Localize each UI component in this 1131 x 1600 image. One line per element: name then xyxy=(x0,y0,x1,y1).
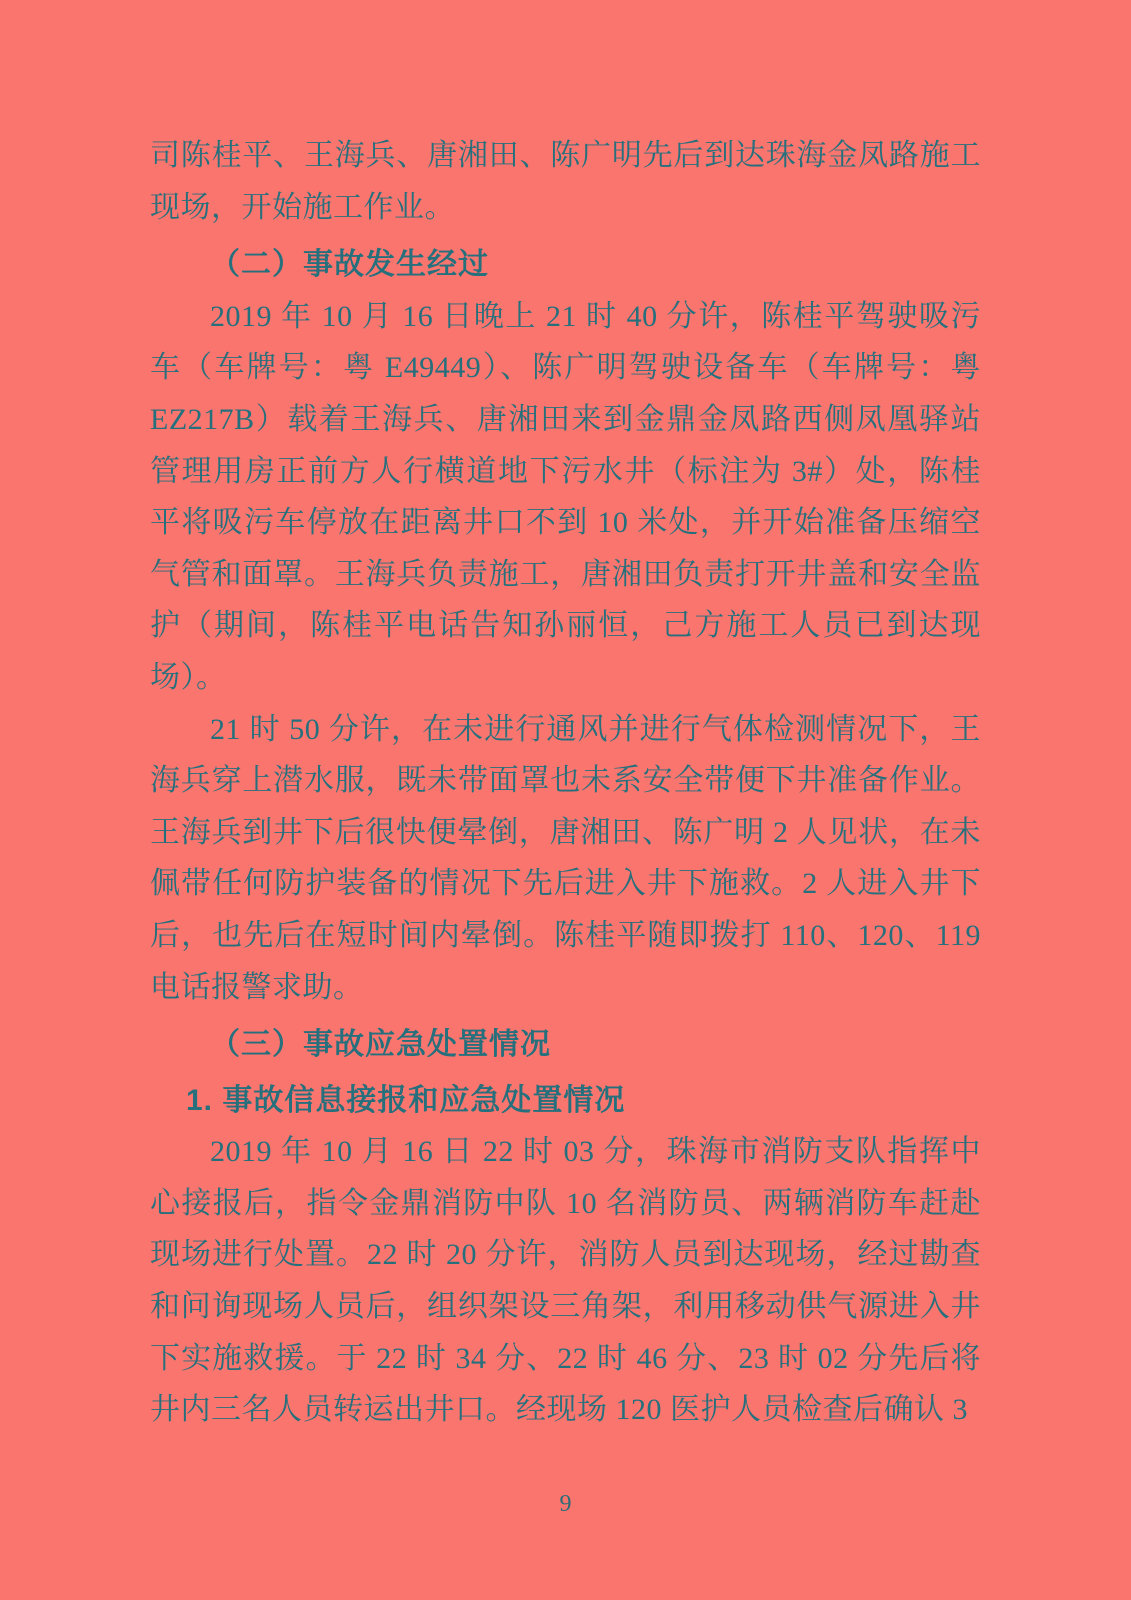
section-heading-two: （二）事故发生经过 xyxy=(210,248,489,282)
paragraph-emergency-response: 2019 年 10 月 16 日 22 时 03 分，珠海市消防支队指挥中心接报后，指令金鼎消防中队 10 名消防员、两辆消防车赶赴现场进行处置。22 时 20 分许，消防人员到达现场，经过勘查和问询现场人员后，组织架设三角架，利用移动供气源进入井下实施救援。于 22 时 34 分、22 时 46 分、23 时 02 分先后将井内三名人员转运出井口。经现场 120 医护人员检查后确认 3 xyxy=(150,1135,981,1427)
document-body xyxy=(150,130,981,1436)
page-number: 9 xyxy=(559,1491,572,1517)
section-heading-three: （三）事故应急处置情况 xyxy=(210,1028,551,1062)
paragraph-accident-detail: 21 时 50 分许，在未进行通风并进行气体检测情况下，王海兵穿上潜水服，既未带面罩也未系安全带便下井准备作业。王海兵到井下后很快便晕倒，唐湘田、陈广明 2 人见状，在未佩带任何防护装备的情况下先后进入井下施救。2 人进入井下后，也先后在短时间内晕倒。陈桂平随即拨打 110、120、119 电话报警求助。 xyxy=(150,712,981,1004)
paragraph-accident-process: 2019 年 10 月 16 日晚上 21 时 40 分许，陈桂平驾驶吸污车（车牌号：粤 E49449）、陈广明驾驶设备车（车牌号：粤 EZ217B）载着王海兵、唐湘田来到金鼎金凤路西侧凤凰驿站管理用房正前方人行横道地下污水井（标注为 3#）处，陈桂平将吸污车停放在距离井口不到 10 米处，并开始准备压缩空气管和面罩。王海兵负责施工，唐湘田负责打开井盖和安全监护（期间，陈桂平电话告知孙丽恒，己方施工人员已到达现场）。 xyxy=(150,299,981,694)
subsection-heading-one: 1. 事故信息接报和应急处置情况 xyxy=(186,1083,626,1117)
paragraph-continuation: 司陈桂平、王海兵、唐湘田、陈广明先后到达珠海金凤路施工现场，开始施工作业。 xyxy=(150,139,981,224)
